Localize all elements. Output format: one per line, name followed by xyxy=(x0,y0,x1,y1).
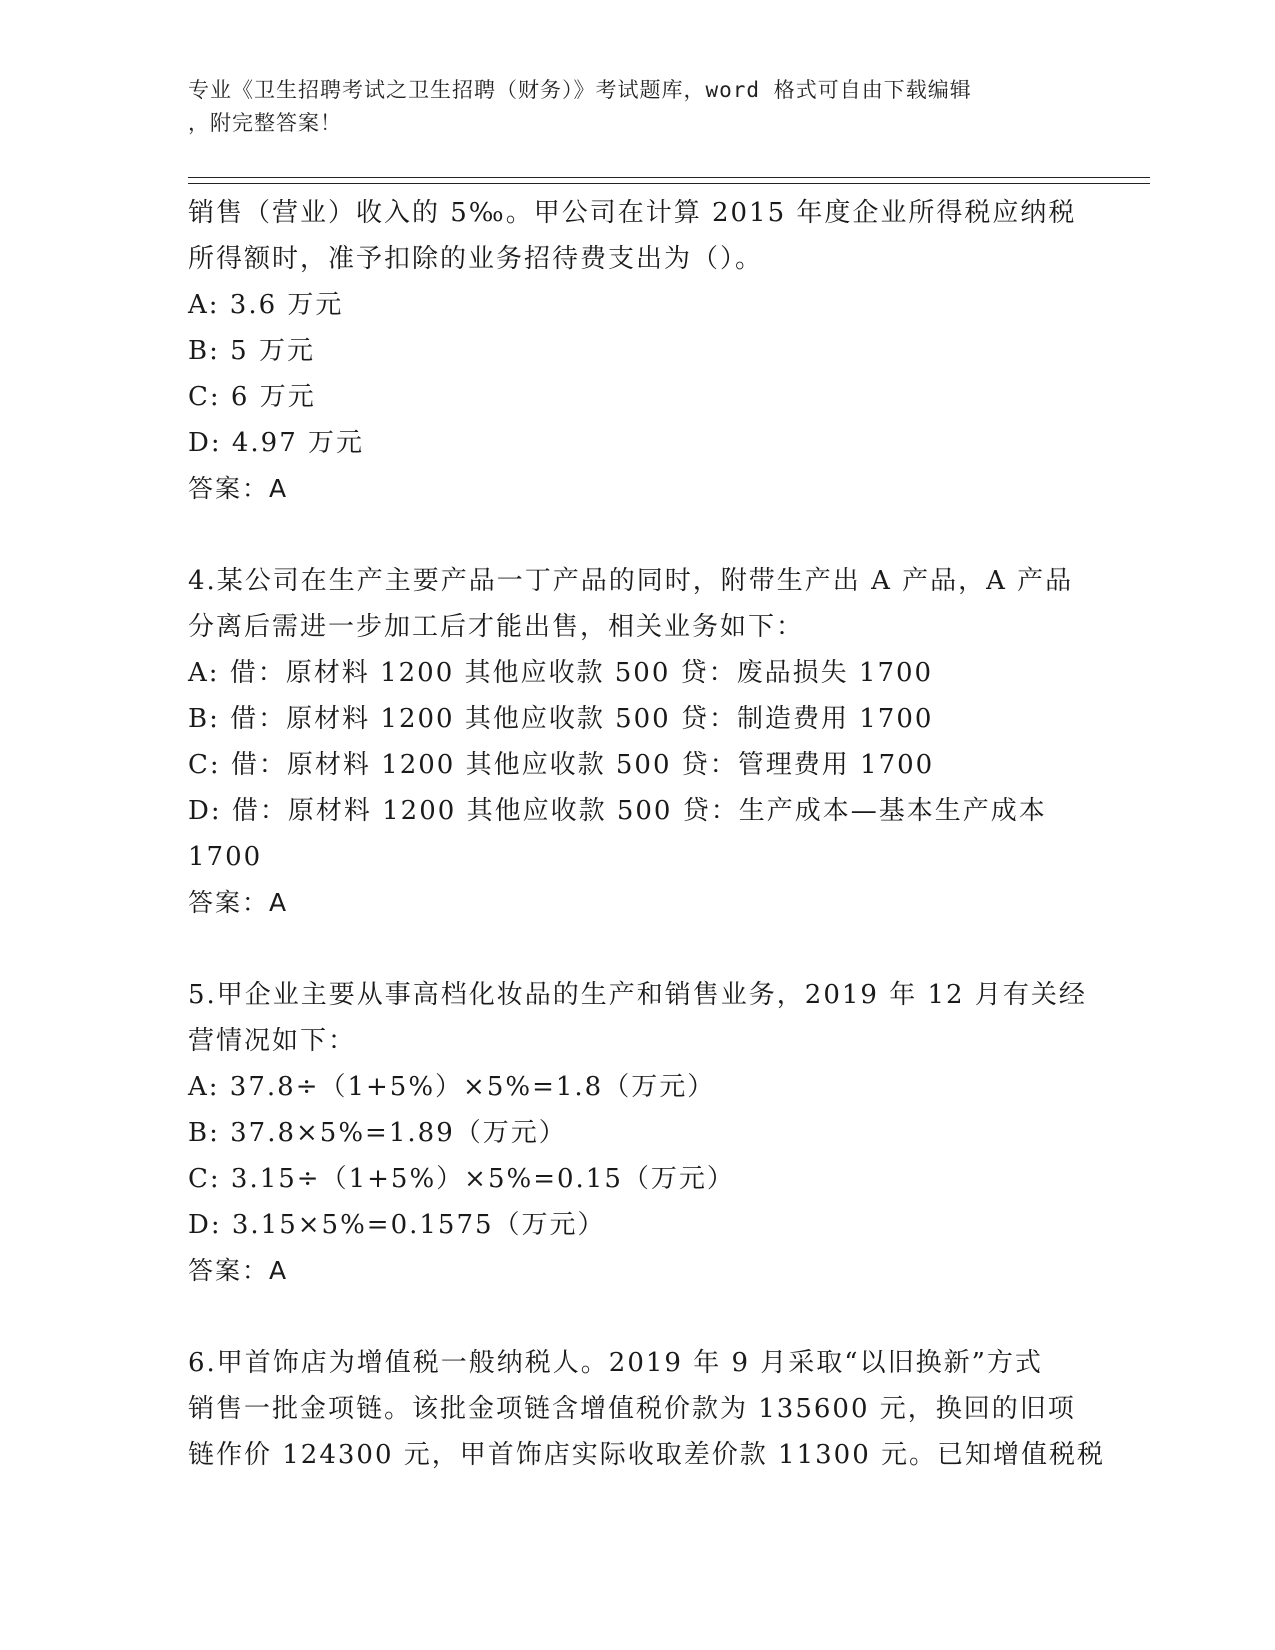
question-text-line: 6.甲首饰店为增值税一般纳税人。2019 年 9 月采取“以旧换新”方式 xyxy=(188,1348,1043,1378)
question-4 xyxy=(188,558,1088,926)
answer: 答案：A xyxy=(188,474,289,503)
question-text-line: 所得额时，准予扣除的业务招待费支出为（）。 xyxy=(188,244,764,274)
question-5 xyxy=(188,972,1088,1294)
option-d-continued: 1700 xyxy=(188,842,263,872)
option-b: B: 借：原材料 1200 其他应收款 500 贷：制造费用 1700 xyxy=(188,704,934,734)
question-text-line: 4.某公司在生产主要产品一丁产品的同时，附带生产出 A 产品，A 产品 xyxy=(188,566,1074,596)
question-text-line: 销售一批金项链。该批金项链含增值税价款为 135600 元，换回的旧项 xyxy=(188,1394,1076,1424)
option-d: D: 借：原材料 1200 其他应收款 500 贷：生产成本—基本生产成本 xyxy=(188,796,1047,826)
option-c: C: 6 万元 xyxy=(188,382,316,412)
header-line-2: ，附完整答案！ xyxy=(188,111,342,135)
question-list xyxy=(188,190,1106,1478)
question-text-line: 销售（营业）收入的 5‰。甲公司在计算 2015 年度企业所得税应纳税 xyxy=(188,198,1077,228)
answer: 答案：A xyxy=(188,1256,289,1285)
option-a: A: 借：原材料 1200 其他应收款 500 贷：废品损失 1700 xyxy=(188,658,934,688)
option-a: A: 3.6 万元 xyxy=(188,290,344,320)
question-text-line: 营情况如下： xyxy=(188,1026,357,1056)
option-a: A: 37.8÷（1+5%）×5%=1.8（万元） xyxy=(188,1072,716,1102)
header-line-1: 专业《卫生招聘考试之卫生招聘（财务）》考试题库，word 格式可自由下载编辑 xyxy=(188,78,972,102)
option-d: D: 3.15×5%=0.1575（万元） xyxy=(188,1210,606,1240)
answer: 答案：A xyxy=(188,888,289,917)
document-header xyxy=(188,74,1068,140)
header-divider-bottom xyxy=(188,183,1150,184)
option-c: C: 3.15÷（1+5%）×5%=0.15（万元） xyxy=(188,1164,735,1194)
question-text-line: 5.甲企业主要从事高档化妆品的生产和销售业务，2019 年 12 月有关经 xyxy=(188,980,1087,1010)
option-b: B: 37.8×5%=1.89（万元） xyxy=(188,1118,567,1148)
option-c: C: 借：原材料 1200 其他应收款 500 贷：管理费用 1700 xyxy=(188,750,935,780)
option-b: B: 5 万元 xyxy=(188,336,315,366)
question-text-line: 链作价 124300 元，甲首饰店实际收取差价款 11300 元。已知增值税税 xyxy=(188,1440,1106,1470)
question-6 xyxy=(188,1340,1106,1478)
header-divider-top xyxy=(188,177,1150,178)
question-text-line: 分离后需进一步加工后才能出售，相关业务如下： xyxy=(188,612,805,642)
option-d: D: 4.97 万元 xyxy=(188,428,365,458)
question-3 xyxy=(188,190,1088,512)
